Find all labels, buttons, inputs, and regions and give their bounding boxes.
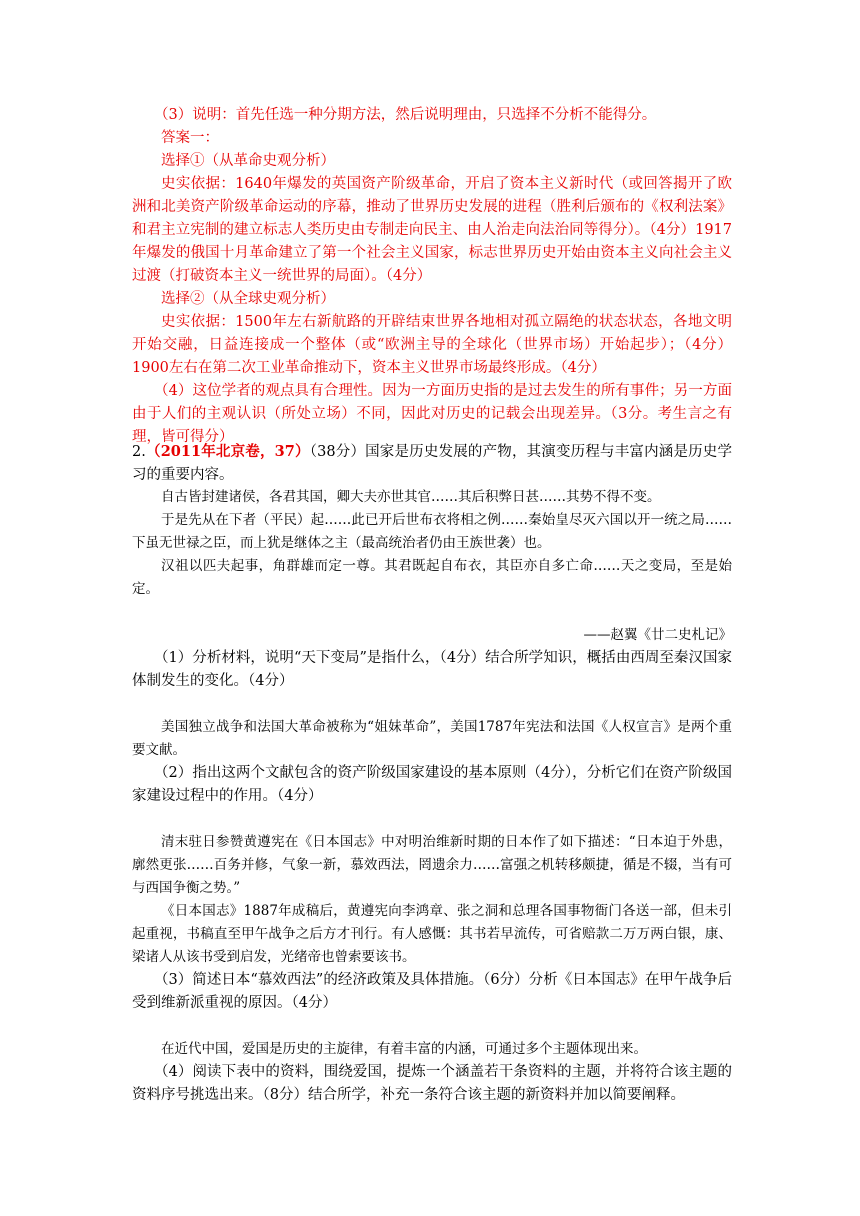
material-3-para-1: 清末驻日参赞黄遵宪在《日本国志》中对明治维新时期的日本作了如下描述：“日本迫于外患，廓然更张……百务并修，气象一新，慕效西法，罔遗余力……富强之机转移颇捷，循是不辍，当有可与西国争衡之势。” xyxy=(132,834,732,896)
question-intro-text: （38分）国家是历史发展的产物，其演变历程与丰富内涵是历史学习的重要内容。 xyxy=(132,444,732,483)
material-4-paragraph: 在近代中国，爱国是历史的主旋律，有着丰富的内涵，可通过多个主题体现出来。 xyxy=(161,1041,647,1057)
question-number: 2. xyxy=(132,444,146,460)
question-source: （2011年北京卷，37） xyxy=(145,443,310,460)
evidence-2-paragraph: 史实依据：1500年左右新航路的开辟结束世界各地相对孤立隔绝的状态状态，各地文明开始交融，日益连接成一个整体（或“欧洲主导的全球化（世界市场）开始起步）；（4分）1900左右在第二次工业革命推动下，资本主义世界市场最终形成。（4分） xyxy=(132,314,732,376)
answer-part3-instruction: （3）说明：首先任选一种分期方法，然后说明理由，只选择不分析不能得分。 xyxy=(154,107,657,123)
question-2-intro xyxy=(132,440,732,487)
answer-part4-paragraph: （4）这位学者的观点具有合理性。因为一方面历史指的是过去发生的所有事件；另一方面由于人们的主观认识（所处立场）不同，因此对历史的记载会出现差异。（3分。考生言之有理，皆可得分） xyxy=(132,383,732,445)
material-1-para-3: 汉祖以匹夫起事，角群雄而定一尊。其君既起自布衣，其臣亦自多亡命……天之变局，至是始定。 xyxy=(132,558,732,597)
question-2-part-4: （4）阅读下表中的资料，围绕爱国，提炼一个涵盖若干条资料的主题，并将符合该主题的资料序号挑选出来。（8分）结合所学，补充一条符合该主题的新资料并加以简要阐释。 xyxy=(132,1064,732,1103)
evidence-1-paragraph: 史实依据：1640年爆发的英国资产阶级革命，开启了资本主义新时代（或回答揭开了欧洲和北美资产阶级革命运动的序幕，推动了世界历史发展的进程（胜利后颁布的《权利法案》和君主立宪制的建立标志人类历史由专制走向民主、由人治走向法治同等得分）。（4分）1917年爆发的俄国十月革命建立了第一个社会主义国家，标志世界历史开始由资本主义向社会主义过渡（打破资本主义一统世界的局面）。（4分） xyxy=(132,176,732,284)
material-1-citation: ——赵翼《廿二史札记》 xyxy=(583,627,732,643)
choice-2-heading: 选择②（从全球史观分析） xyxy=(161,291,335,307)
question-2-part-2: （2）指出这两个文献包含的资产阶级国家建设的基本原则（4分），分析它们在资产阶级国家建设过程中的作用。（4分） xyxy=(132,765,732,804)
material-1-para-1: 自古皆封建诸侯，各君其国，卿大夫亦世其官……其后积弊日甚……其势不得不变。 xyxy=(161,489,661,505)
question-2-part-3: （3）简述日本“慕效西法”的经济政策及具体措施。（6分）分析《日本国志》在甲午战争后受到维新派重视的原因。（4分） xyxy=(132,972,732,1011)
material-3-para-2: 《日本国志》1887年成稿后，黄遵宪向李鸿章、张之洞和总理各国事物衙门各送一部，但未引起重视，书稿直至甲午战争之后方才刊行。有人感慨：其书若早流传，可省赔款二万万两白银，康、梁诸人从该书受到启发，光绪帝也曾索要该书。 xyxy=(132,903,732,965)
answer-one-heading: 答案一： xyxy=(161,130,219,146)
choice-1-heading: 选择①（从革命史观分析） xyxy=(161,153,335,169)
material-2-paragraph: 美国独立战争和法国大革命被称为“姐妹革命”，美国1787年宪法和法国《人权宣言》是两个重要文献。 xyxy=(132,719,732,758)
material-1-para-2: 于是先从在下者（平民）起……此已开后世布衣将相之例……秦始皇尽灭六国以开一统之局……下虽无世禄之臣，而上犹是继体之主（最高统治者仍由王族世袭）也。 xyxy=(132,512,732,551)
question-2-part-1: （1）分析材料，说明“天下变局”是指什么，（4分）结合所学知识，概括由西周至秦汉国家体制发生的变化。（4分） xyxy=(132,650,732,689)
